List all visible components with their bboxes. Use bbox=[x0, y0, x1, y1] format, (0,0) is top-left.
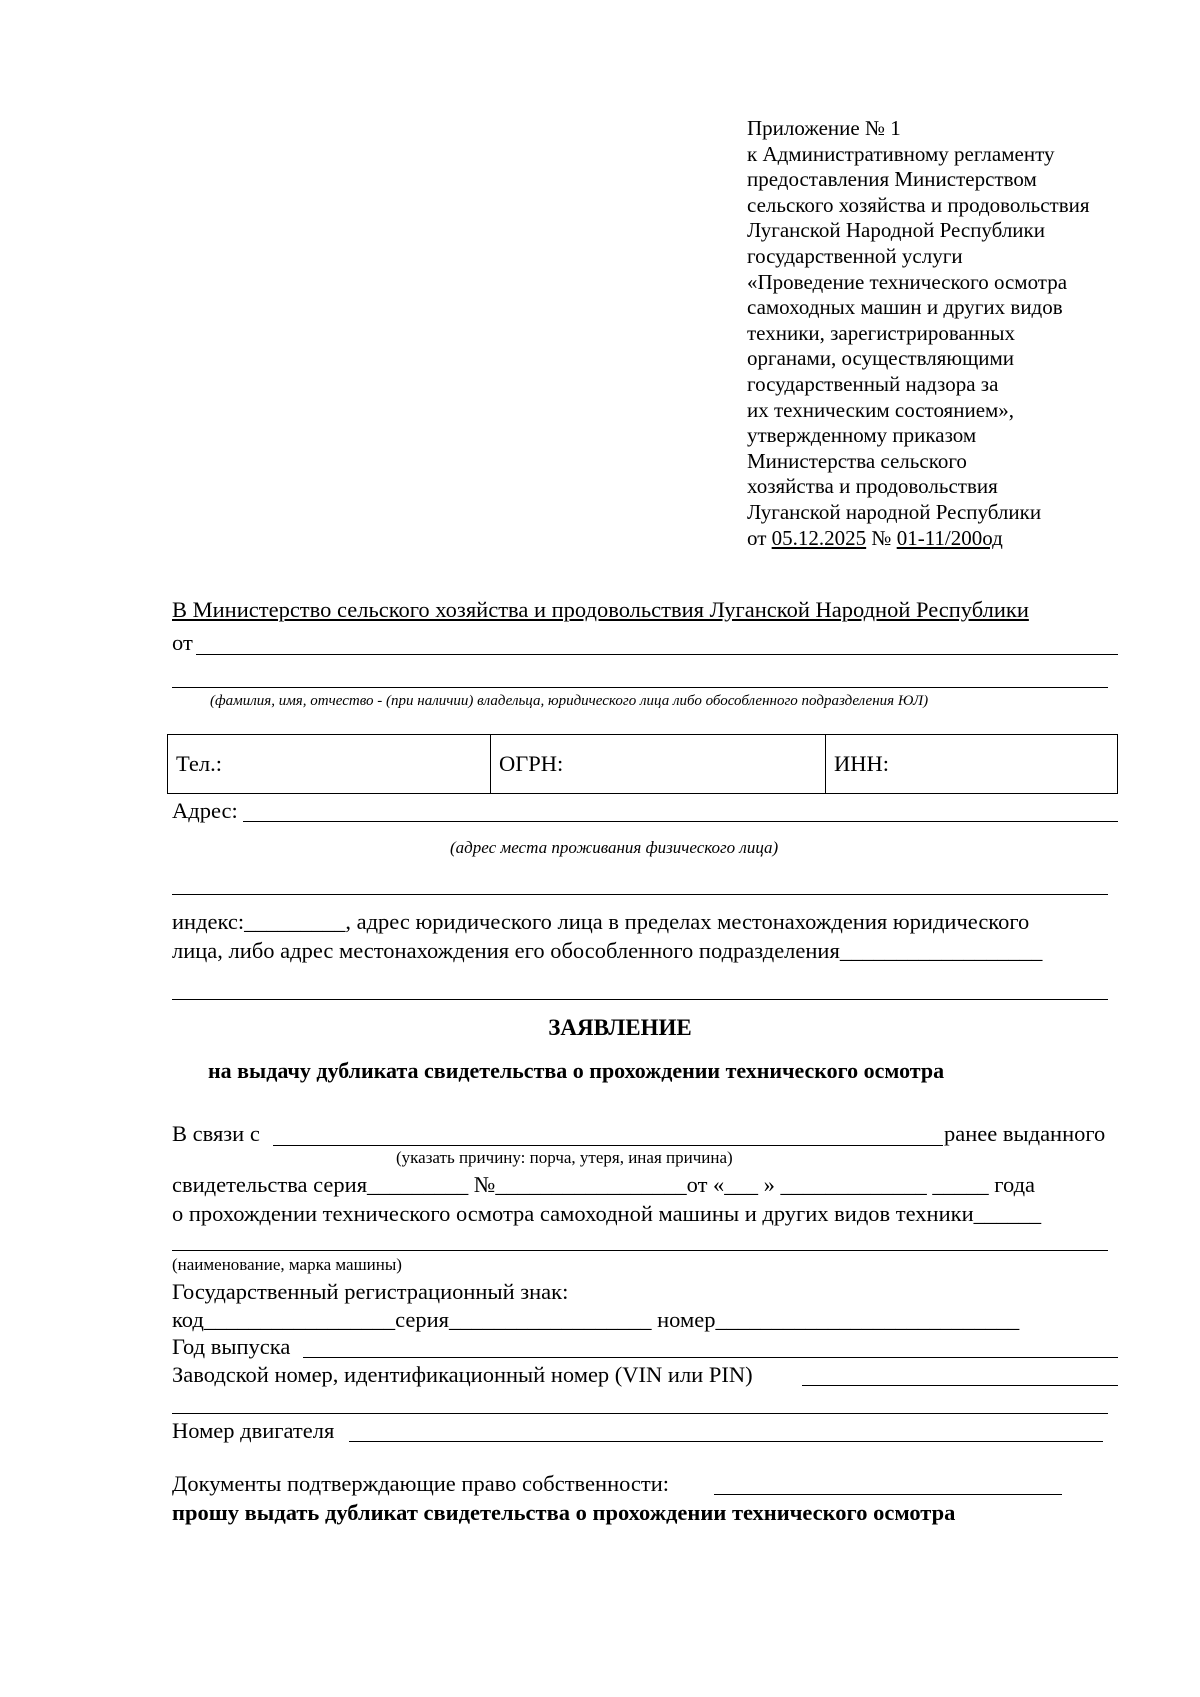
reason-caption: (указать причину: порча, утеря, иная причина) bbox=[396, 1148, 733, 1167]
certificate-line: свидетельства серия_________ №_________________от «___ » _____________ _____ года bbox=[172, 1172, 1035, 1197]
appendix-line: к Административному регламенту bbox=[747, 141, 1055, 166]
appendix-line: предоставления Министерством bbox=[747, 167, 1037, 192]
contact-table bbox=[167, 734, 1118, 794]
appendix-line: Луганской народной Республики bbox=[747, 499, 1042, 524]
appendix-line: утвержденному приказом bbox=[747, 423, 977, 448]
ownership-docs-field[interactable] bbox=[714, 1494, 1062, 1495]
machine-caption: (наименование, марка машины) bbox=[172, 1255, 402, 1274]
appendix-line: самоходных машин и других видов bbox=[747, 295, 1063, 320]
order-reference: от 05.12.2025 № 01-11/200од bbox=[747, 525, 1003, 550]
appendix-line: Луганской Народной Республики bbox=[747, 218, 1045, 243]
appendix-line: органами, осуществляющими bbox=[747, 346, 1015, 371]
appendix-line: Приложение № 1 bbox=[747, 116, 901, 140]
appendix-line: государственной услуги bbox=[747, 243, 963, 268]
ownership-docs-label: Документы подтверждающие право собственности: bbox=[172, 1471, 670, 1496]
vin-field[interactable] bbox=[802, 1385, 1118, 1386]
machine-name-field[interactable] bbox=[172, 1250, 1108, 1251]
reason-field[interactable] bbox=[273, 1145, 943, 1146]
phone-cell[interactable]: Тел.: bbox=[168, 735, 491, 794]
appendix-line: их техническим состоянием», bbox=[747, 397, 1015, 422]
from-label: от bbox=[172, 630, 193, 655]
reg-sign-label: Государственный регистрационный знак: bbox=[172, 1279, 569, 1304]
index-line-1: индекс:_________, адрес юридического лица в пределах местонахождения юридического bbox=[172, 909, 1030, 934]
inn-cell[interactable]: ИНН: bbox=[826, 735, 1118, 794]
from-field-line2[interactable] bbox=[172, 687, 1108, 688]
inspection-line: о прохождении технического осмотра самоходной машины и других видов техники______ bbox=[172, 1201, 1042, 1226]
from-caption: (фамилия, имя, отчество - (при наличии) владельца, юридического лица либо обособленного подразделения ЮЛ) bbox=[210, 693, 929, 709]
year-field[interactable] bbox=[303, 1357, 1118, 1358]
engine-label: Номер двигателя bbox=[172, 1418, 335, 1443]
order-number: 01-11/200од bbox=[896, 525, 1003, 550]
year-label: Год выпуска bbox=[172, 1334, 291, 1359]
legal-address-field[interactable] bbox=[172, 999, 1108, 1000]
appendix-line: «Проведение технического осмотра bbox=[747, 269, 1068, 294]
statement-subtitle: на выдачу дубликата свидетельства о прохождении технического осмотра bbox=[208, 1058, 945, 1083]
appendix-line: сельского хозяйства и продовольствия bbox=[747, 192, 1090, 217]
appendix-block bbox=[747, 116, 1167, 551]
request-text: прошу выдать дубликат свидетельства о прохождении технического осмотра bbox=[172, 1500, 956, 1525]
statement-title: ЗАЯВЛЕНИЕ bbox=[548, 1015, 692, 1040]
order-date: 05.12.2025 bbox=[771, 525, 867, 550]
reason-prefix: В связи с bbox=[172, 1121, 260, 1146]
appendix-line: хозяйства и продовольствия bbox=[747, 474, 998, 499]
ogrn-cell[interactable]: ОГРН: bbox=[491, 735, 826, 794]
appendix-line: техники, зарегистрированных bbox=[747, 320, 1015, 345]
address-label: Адрес: bbox=[172, 798, 238, 823]
engine-field[interactable] bbox=[349, 1441, 1103, 1442]
index-line-2: лица, либо адрес местонахождения его обособленного подразделения__________________ bbox=[172, 938, 1043, 963]
reason-suffix: ранее выданного bbox=[944, 1121, 1106, 1146]
appendix-line: государственный надзора за bbox=[747, 371, 999, 396]
address-caption: (адрес места проживания физического лица) bbox=[450, 838, 779, 857]
vin-field-line2[interactable] bbox=[172, 1413, 1108, 1414]
address-field-line2[interactable] bbox=[172, 894, 1108, 895]
from-field[interactable] bbox=[196, 654, 1118, 655]
appendix-line: Министерства сельского bbox=[747, 448, 967, 473]
code-series-number-line: код_________________серия__________________ номер___________________________ bbox=[172, 1307, 1020, 1332]
addressee-ministry: В Министерство сельского хозяйства и продовольствия Луганской Народной Республики bbox=[172, 597, 1029, 622]
vin-label: Заводской номер, идентификационный номер (VIN или PIN) bbox=[172, 1362, 753, 1387]
address-field[interactable] bbox=[243, 821, 1118, 822]
